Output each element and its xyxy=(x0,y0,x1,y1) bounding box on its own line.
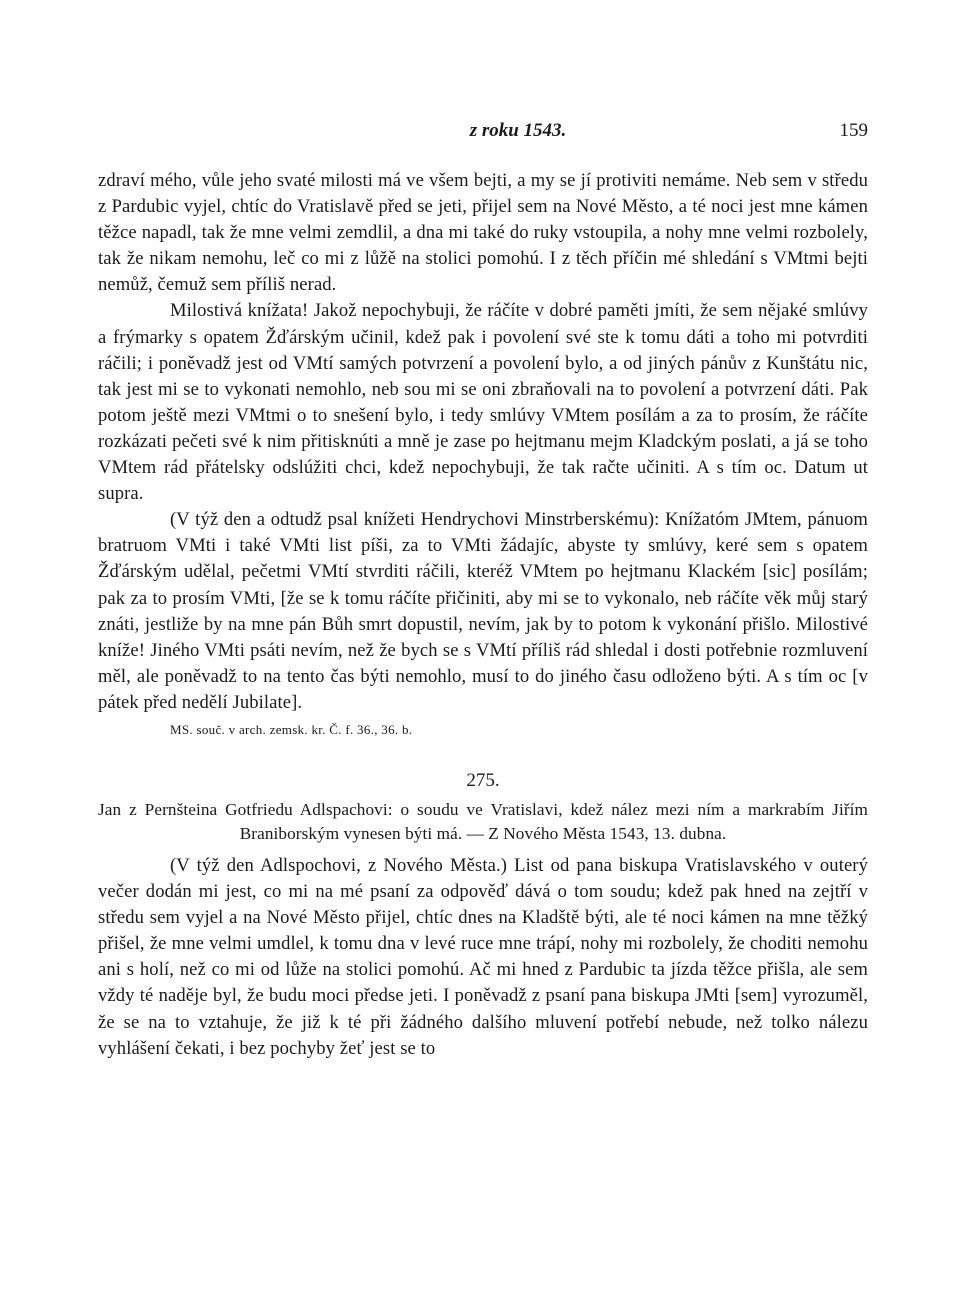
page-header xyxy=(98,120,868,146)
document-number: 275. xyxy=(466,769,500,791)
document-body: (V týž den Adlspochovi, z Nového Města.) List od pana biskupa Vratislavského v outerý večer dodán mi jest, co mi na mé psaní za odpověď dává o tom soudu; kdež pak hned na zejtří v středu sem vyjel a na Nové Město přijel, chtíc dnes na Kladště býti, ale té noci kámen na mne těžký přišel, že mne velmi umdlel, k tomu dna v levé ruce mne trápí, nohy mi rozbolely, že choditi nemohu ani s holí, než co mi od lůže na stolici pomohú. Ač mi hned z Pardubic ta jízda těžce přišla, ale sem vždy té naděje byl, že budu moci předse jeti. I poněvadž z psaní pana biskupa JMti [sem] vyrozuměl, že se na to vztahuje, že již k té při žádného dalšího mluvení potřebí nebude, než tolko nálezu vyhlášení čekati, i bez pochyby žeť jest se to xyxy=(98,854,868,1059)
page-number: 159 xyxy=(839,120,868,141)
paragraph-milostiva-knizata: Milostivá knížata! Jakož nepochybuji, že ráčíte v dobré paměti jmíti, že sem nějaké smlúvy a frýmarky s opatem Žďárským učinil, kdež pak i povolení své ste k tomu dáti a toho mi potvrditi ráčili; i poněvadž jest od VMtí samých potvrzení a povolení bylo, a od jiných pánův z Kunštátu nic, tak jest mi se to vykonati nemohlo, neb sou mi se oni zbraňovali na to povolení a potvrzení dáti. Pak potom ještě mezi VMtmi o to snešení bylo, i tedy smlúvy VMtem posílám a za to prosím, že ráčíte rozkázati pečeti své k nim přitisknúti a mně je zase po hejtmanu mejm Kladckým poslati, a já se toho VMtem rád přátelsky odslúžiti chci, kdež nepochybuji, že tak račte učiniti. A s tím oc. Datum ut supra. xyxy=(98,300,868,505)
running-title: z roku 1543. xyxy=(469,120,567,141)
document-page xyxy=(98,120,868,1062)
paragraph-continuation: zdraví mého, vůle jeho svaté milosti má ve všem bejti, a my se jí protiviti nemáme. Neb sem v středu z Pardubic vyjel, chtíc do Vratislavě před se jeti, přijel sem na Nové Město, a té noci jest mne kámen těžce napadl, tak že mne velmi zemdlil, a dna mi také do ruky vstoupila, a nohy mne velmi rozbolely, tak že nikam nemohu, leč co mi z lůžě na stolici pomohú. I z těch příčin mé shledání s VMtmi bejti nemůž, čemuž sem příliš nerad. xyxy=(98,170,868,296)
paragraph-letter-minstrbersky: (V týž den a odtudž psal knížeti Hendrychovi Minstrberskému): Knížatóm JMtem, pánuom bratruom VMti i také VMti list píši, za to VMti žádajíc, abyste ty smlúvy, keré sem s opatem Žďárským udělal, pečetmi VMtí stvrditi ráčili, kteréž VMtem po hejtmanu Klackém [sic] posílám; pak za to prosím VMti, [že se k tomu ráčíte přičiniti, aby mi se to vykonalo, neb ráčíte věk můj starý znáti, jestliže by na mne pán Bůh smrt dopustil, nevím, jak by to potom k vykonání přišlo. Milostivé kníže! Jiného VMti psáti nevím, než že bych se s VMtí příliš rád shledal i dosti potřebnie rozmluvení měl, ale poněvadž to na tento čas býti nemohlo, musí to do jiného času odloženo býti. A s tím oc [v pátek před nedělí Jubilate]. xyxy=(98,509,868,713)
document-regest: Jan z Pernšteina Gotfriedu Adlspachovi: o soudu ve Vratislavi, kdež nález mezi ním a markrabím Jiřím Braniborským vynesen býti má. — Z Nového Města 1543, 13. dubna. xyxy=(98,799,868,844)
source-note: MS. souč. v arch. zemsk. kr. Č. f. 36., 36. b. xyxy=(170,721,413,737)
